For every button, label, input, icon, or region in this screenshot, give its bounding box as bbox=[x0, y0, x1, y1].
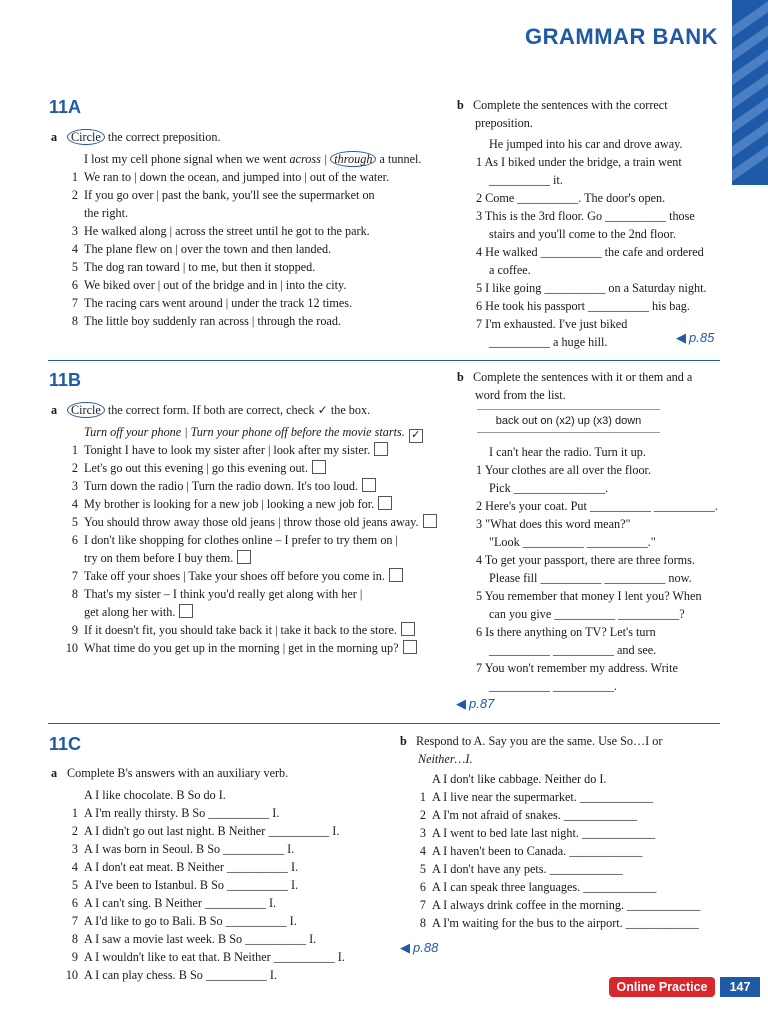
exercise-11b-a-item: 2 Let's go out this evening | go this evening out. bbox=[66, 459, 326, 477]
exercise-11b-b-line: can you give __________ __________? bbox=[489, 607, 685, 621]
section-divider bbox=[48, 360, 720, 361]
exercise-11b-b-line: Pick _______________. bbox=[489, 481, 609, 495]
exercise-11c-a-item: 3 A I was born in Seoul. B So __________ I. bbox=[71, 842, 295, 856]
exercise-11b-b-line: 6 Is there anything on TV? Let's turn bbox=[476, 625, 656, 639]
checkbox[interactable] bbox=[389, 568, 403, 582]
checkbox[interactable] bbox=[179, 604, 193, 618]
exercise-11b-b-line: 7 You won't remember my address. Write bbox=[476, 661, 678, 675]
exercise-11b-b-line: "Look __________ __________." bbox=[489, 535, 656, 549]
exercise-11c-b-item: 8 A I'm waiting for the bus to the airport. ____________ bbox=[419, 916, 699, 930]
exercise-11a-b-line: stairs and you'll come to the 2nd floor. bbox=[489, 227, 677, 241]
exercise-11c-a-item: 6 A I can't sing. B Neither __________ I. bbox=[71, 896, 277, 910]
exercise-11b-b-line: 1 Your clothes are all over the floor. bbox=[476, 463, 651, 477]
exercise-11c-b-instruction-2: Neither…I. bbox=[418, 752, 473, 766]
exercise-11a-b-example: He jumped into his car and drove away. bbox=[489, 137, 683, 151]
exercise-11b-b-example: I can't hear the radio. Turn it up. bbox=[489, 445, 646, 459]
exercise-11c-b-item: 3 A I went to bed late last night. ____________ bbox=[419, 826, 656, 840]
exercise-11a-a-example: I lost my cell phone signal when we went across | through a tunnel. bbox=[84, 152, 422, 166]
exercise-11a-b-instruction-2: preposition. bbox=[475, 116, 533, 130]
exercise-11c-a-item: 2 A I didn't go out last night. B Neither __________ I. bbox=[71, 824, 340, 838]
arrow-left-icon: ◀ bbox=[456, 696, 466, 711]
checkbox[interactable]: ✓ bbox=[409, 429, 423, 443]
word-list-box: back out on (x2) up (x3) down bbox=[477, 409, 660, 433]
exercise-11a-b-line: 4 He walked __________ the cafe and ordered bbox=[476, 245, 704, 259]
page-ref-link[interactable]: ◀ p.85 bbox=[676, 330, 715, 345]
checkbox[interactable] bbox=[403, 640, 417, 654]
checkbox[interactable] bbox=[312, 460, 326, 474]
exercise-11c-b-item: 6 A I can speak three languages. ____________ bbox=[419, 880, 657, 894]
exercise-11a-a-item: 2 If you go over | past the bank, you'll see the supermarket on bbox=[71, 188, 375, 202]
exercise-11a-b-instruction: b Complete the sentences with the correct bbox=[457, 98, 668, 112]
checkbox[interactable] bbox=[423, 514, 437, 528]
exercise-11c-b-item: 5 A I don't have any pets. ____________ bbox=[419, 862, 623, 876]
section-title-11a: 11A bbox=[49, 97, 82, 117]
exercise-11c-a-example: A I like chocolate. B So do I. bbox=[84, 788, 226, 802]
exercise-11a-a-item: 6 We biked over | out of the bridge and in | into the city. bbox=[71, 278, 347, 292]
exercise-11b-a-item: 10 What time do you get up in the morning | get in the morning up? bbox=[62, 639, 417, 657]
exercise-11a-b-line: 1 As I biked under the bridge, a train went bbox=[476, 155, 682, 169]
exercise-11b-a-instruction: a Circle the correct form. If both are correct, check ✓ the box. bbox=[51, 403, 371, 417]
exercise-11c-a-item: 9 A I wouldn't like to eat that. B Neither __________ I. bbox=[71, 950, 345, 964]
exercise-11b-a-item: 9 If it doesn't fit, you should take back it | take it back to the store. bbox=[66, 621, 415, 639]
exercise-11b-b-line: 3 "What does this word mean?" bbox=[476, 517, 631, 531]
section-divider bbox=[48, 723, 720, 724]
exercise-11c-b-item: 4 A I haven't been to Canada. ____________ bbox=[419, 844, 643, 858]
exercise-11b-b-instruction-2: word from the list. bbox=[475, 388, 566, 402]
exercise-11a-b-line: 3 This is the 3rd floor. Go __________ those bbox=[476, 209, 695, 223]
exercise-11c-a-item: 5 A I've been to Istanbul. B So __________ I. bbox=[71, 878, 299, 892]
exercise-11b-a-item: 8 That's my sister – I think you'd really get along with her | bbox=[71, 587, 363, 601]
exercise-11b-b-line: __________ __________. bbox=[489, 679, 617, 693]
checkbox[interactable] bbox=[374, 442, 388, 456]
exercise-11b-a-item-cont: get along her with. bbox=[84, 603, 193, 621]
exercise-11b-a-item: 3 Turn down the radio | Turn the radio down. It's too loud. bbox=[66, 477, 376, 495]
corner-stripe bbox=[732, 0, 768, 185]
section-title-11b: 11B bbox=[49, 370, 82, 390]
exercise-11c-b-item: 1 A I live near the supermarket. ____________ bbox=[419, 790, 654, 804]
exercise-11c-a-item: 8 A I saw a movie last week. B So __________ I. bbox=[71, 932, 317, 946]
checkbox[interactable] bbox=[401, 622, 415, 636]
exercise-11c-b-item: 7 A I always drink coffee in the morning. ____________ bbox=[419, 898, 701, 912]
exercise-11a-b-line: __________ a huge hill. bbox=[489, 335, 608, 349]
section-title-11c: 11C bbox=[49, 734, 82, 754]
exercise-11a-b-line: 2 Come __________. The door's open. bbox=[476, 191, 666, 205]
checkbox[interactable] bbox=[237, 550, 251, 564]
exercise-11b-b-line: 5 You remember that money I lent you? When bbox=[476, 589, 702, 603]
exercise-11a-a-item: 1 We ran to | down the ocean, and jumped into | out of the water. bbox=[71, 170, 390, 184]
exercise-11b-a-item: 5 You should throw away those old jeans | throw those old jeans away. bbox=[66, 513, 437, 531]
exercise-11b-b-line: Please fill __________ __________ now. bbox=[489, 571, 692, 585]
exercise-11b-a-item: 4 My brother is looking for a new job | looking a new job for. bbox=[66, 495, 392, 513]
arrow-left-icon: ◀ bbox=[400, 940, 410, 955]
exercise-11b-a-item: 1 Tonight I have to look my sister after | look after my sister. bbox=[66, 441, 388, 459]
exercise-11a-a-item: 4 The plane flew on | over the town and then landed. bbox=[71, 242, 332, 256]
online-practice-badge[interactable]: Online Practice bbox=[609, 977, 715, 997]
exercise-11b-b-line: __________ __________ and see. bbox=[489, 643, 657, 657]
exercise-11c-b-item: 2 A I'm not afraid of snakes. ____________ bbox=[419, 808, 637, 822]
exercise-11c-a-item: 10 A I can play chess. B So __________ I. bbox=[65, 968, 277, 982]
arrow-left-icon: ◀ bbox=[676, 330, 686, 345]
exercise-11b-b-line: 2 Here's your coat. Put __________ __________. bbox=[476, 499, 718, 513]
exercise-11a-b-line: 7 I'm exhausted. I've just biked bbox=[476, 317, 628, 331]
page-ref-link[interactable]: ◀ p.87 bbox=[456, 696, 495, 711]
checkbox[interactable] bbox=[362, 478, 376, 492]
exercise-11b-a-item-cont: try on them before I buy them. bbox=[84, 549, 251, 567]
exercise-11a-b-line: __________ it. bbox=[489, 173, 563, 187]
exercise-11c-b-instruction: b Respond to A. Say you are the same. Use So…I or bbox=[400, 734, 663, 748]
exercise-11a-a-item-cont: the right. bbox=[84, 206, 129, 220]
exercise-11c-a-instruction: a Complete B's answers with an auxiliary verb. bbox=[51, 766, 289, 780]
exercise-11a-a-instruction: a Circle the correct preposition. bbox=[51, 130, 221, 144]
exercise-11c-a-item: 4 A I don't eat meat. B Neither __________ I. bbox=[71, 860, 299, 874]
page-header-title: GRAMMAR BANK bbox=[525, 24, 718, 49]
exercise-11a-a-item: 8 The little boy suddenly ran across | through the road. bbox=[71, 314, 341, 328]
exercise-11b-a-item: 7 Take off your shoes | Take your shoes off before you come in. bbox=[66, 567, 403, 585]
exercise-11b-b-instruction: b Complete the sentences with it or them and a bbox=[457, 370, 693, 384]
exercise-11c-a-item: 7 A I'd like to go to Bali. B So __________ I. bbox=[71, 914, 297, 928]
exercise-11a-a-item: 5 The dog ran toward | to me, but then it stopped. bbox=[71, 260, 316, 274]
exercise-11a-b-line: 5 I like going __________ on a Saturday night. bbox=[476, 281, 707, 295]
exercise-11b-b-line: 4 To get your passport, there are three forms. bbox=[476, 553, 695, 567]
exercise-11b-a-item: 6 I don't like shopping for clothes online – I prefer to try them on | bbox=[71, 533, 398, 547]
checkbox[interactable] bbox=[378, 496, 392, 510]
exercise-11c-b-example: A I don't like cabbage. Neither do I. bbox=[432, 772, 607, 786]
page-number: 147 bbox=[720, 977, 760, 997]
exercise-11b-a-example: Turn off your phone | Turn your phone off before the movie starts. ✓ bbox=[84, 423, 423, 443]
exercise-11c-a-item: 1 A I'm really thirsty. B So __________ I. bbox=[71, 806, 280, 820]
exercise-11a-b-line: 6 He took his passport __________ his bag. bbox=[476, 299, 690, 313]
exercise-11a-a-item: 7 The racing cars went around | under the track 12 times. bbox=[71, 296, 353, 310]
exercise-11a-a-item: 3 He walked along | across the street until he got to the park. bbox=[71, 224, 370, 238]
exercise-11a-b-line: a coffee. bbox=[489, 263, 531, 277]
page-ref-link[interactable]: ◀ p.88 bbox=[400, 940, 439, 955]
